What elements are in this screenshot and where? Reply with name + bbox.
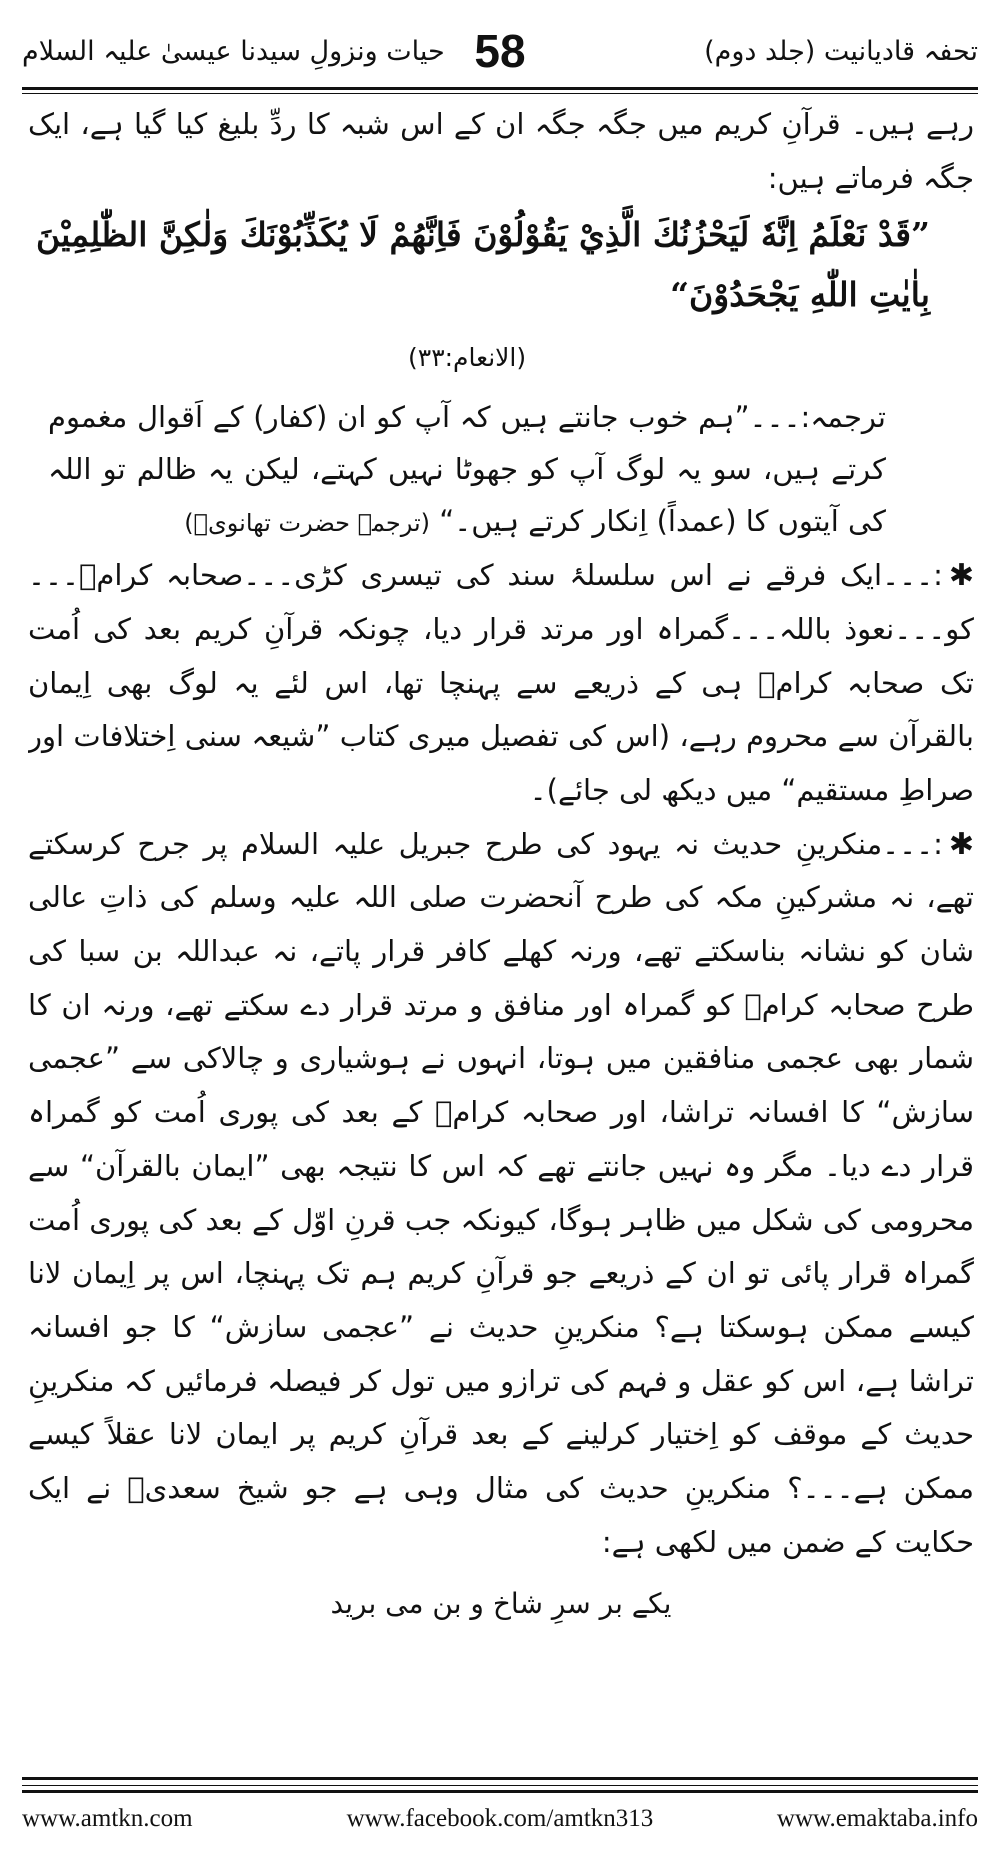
point-two-text: :۔۔۔منکرینِ حدیث نہ یہود کی طرح جبریل علیہ السلام پر جرح کرسکتے تھے، نہ مشرکینِ مکہ کی طرح آنحضرت صلی اللہ علیہ وسلم کی ذاتِ عالی شان کو نشانہ بناسکتے تھے، ورنہ کھلے کافر قرار پاتے، نہ عبداللہ بن سبا کی طرح صحابہ کرامؓ کو گمراہ اور منافق و مرتد قرار دے سکتے تھے، ورنہ ان کا شمار بھی عجمی منافقین میں ہوتا، انہوں نے ہوشیاری و چالاکی سے ”عجمی سازش“ کا افسانہ تراشا، اور صحابہ کرامؓ کے بعد کی پوری اُمت کو گمراہ قرار دے دیا۔ مگر وہ نہیں جانتے تھے کہ اس کا نتیجہ بھی ”ایمان بالقرآن“ سے محرومی کی شکل میں ظاہر ہوگا، کیونکہ جب قرنِ اوّل کے بعد کی پوری اُمت گمراہ قرار پائی تو ان کے ذریعے جو قرآنِ کریم ہم تک پہنچا، اس پر اِیمان لانا کیسے ممکن ہوسکتا ہے؟ منکرینِ حدیث نے ”عجمی سازش“ کا جو افسانہ تراشا ہے، اس کو عقل و فہم کی ترازو میں تول کر فیصلہ فرمائیں کہ منکرینِ حدیث کے موقف کو اِختیار کرلینے کے بعد قرآنِ کریم پر ایمان لانا عقلاً کیسے ممکن ہے۔۔۔؟ منکرینِ حدیث کی مثال وہی ہے جو شیخ سعدیؒ نے ایک حکایت کے ضمن میں لکھی ہے: [28,826,974,1559]
star-bullet-icon: ✱ [948,558,974,594]
page-body [28,98,974,1758]
quote-reference-text: (الانعام:۳۳) [408,343,527,373]
chapter-title: حیات ونزولِ سیدنا عیسیٰ علیہ السلام [22,36,445,67]
page-number: 58 [474,25,526,77]
point-one-paragraph [28,549,974,818]
footer-link-emaktaba[interactable]: www.emaktaba.info [776,1805,978,1832]
point-two-paragraph [28,818,974,1570]
intro-paragraph: رہے ہیں۔ قرآنِ کریم میں جگہ جگہ ان کے اس شبہ کا ردِّ بلیغ کیا گیا ہے، ایک جگہ فرماتے ہیں: [28,107,974,195]
header-rule-thick [22,87,978,90]
page-header [22,25,978,90]
persian-verse: یکے بر سرِ شاخ و بن می برید [330,1587,672,1621]
footer-rule-thick-top [22,1777,978,1780]
page-footer [22,1805,978,1841]
translation-credit: (ترجمہ حضرت تھانویؒ) [184,509,431,538]
quran-quote: ”قَدْ نَعْلَمُ اِنَّهٗ لَيَحْزُنُكَ الَّذِيْ يَقُوْلُوْنَ فَاِنَّهُمْ لَا يُكَذِّبُوْنَكَ وَلٰكِنَّ الظّٰلِمِيْنَ بِاٰيٰتِ اللّٰهِ يَجْحَدُوْنَ“ [36,215,930,315]
point-one-text: :۔۔۔ایک فرقے نے اس سلسلۂ سند کی تیسری کڑی۔۔۔صحابہ کرامؓ۔۔۔کو۔۔۔نعوذ باللہ۔۔۔گمراہ اور مرتد قرار دیا، چونکہ قرآنِ کریم بعد کی اُمت تک صحابہ کرامؓ ہی کے ذریعے سے پہنچا تھا، اس لئے یہ لوگ بھی اِیمان بالقرآن سے محروم رہے، (اس کی تفصیل میری کتاب ”شیعہ سنی اِختلافات اور صراطِ مستقیم“ میں دیکھ لی جائے)۔ [28,558,974,807]
book-title: تحفہ قادیانیت (جلد دوم) [704,36,978,67]
header-rule-thin [22,93,978,94]
footer-link-facebook[interactable]: www.facebook.com/amtkn313 [346,1805,654,1832]
quote-reference [28,331,974,385]
translation-paragraph [48,391,886,549]
footer-link-amtkn[interactable]: www.amtkn.com [22,1805,193,1832]
star-bullet-icon: ✱ [948,826,974,862]
footer-rule-thick-bottom [22,1790,978,1793]
translation-text: ترجمہ:۔۔۔”ہم خوب جانتے ہیں کہ آپ کو ان (کفار) کے اَقوال مغموم کرتے ہیں، سو یہ لوگ آپ کو جھوٹا نہیں کہتے، لیکن یہ ظالم تو اللہ کی آیتوں کا (عمداً) اِنکار کرتے ہیں۔“ [48,400,886,539]
footer-rule-thin [22,1785,978,1786]
